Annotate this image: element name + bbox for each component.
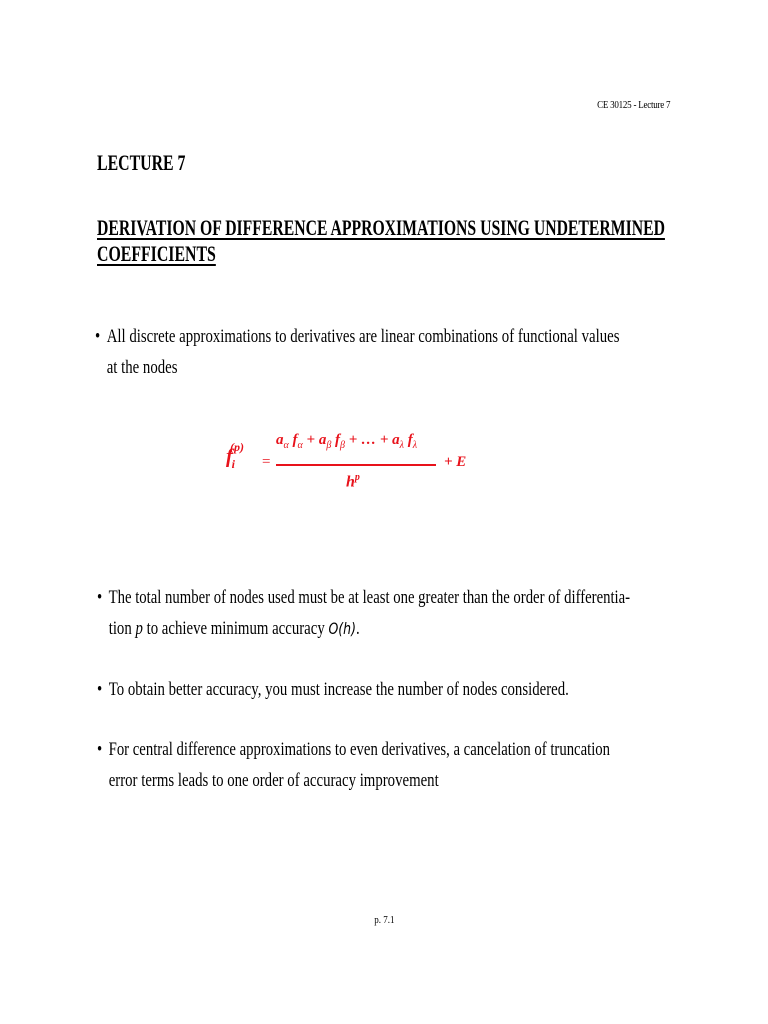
bullet-item-4: • For central difference approximations to even derivatives, a cancelation of truncation error terms leads to one order of accuracy improvement	[97, 734, 677, 796]
lecture-title	[97, 150, 220, 176]
bullet-dot: •	[97, 587, 103, 608]
bullet-item-1: • All discrete approximations to derivatives are linear combinations of functional values at the nodes	[95, 321, 675, 383]
bullet-dot: •	[97, 679, 103, 700]
running-header: CE 30125 - Lecture 7	[596, 99, 670, 111]
formula-lhs: $f_i^{(p)}$	[226, 440, 245, 471]
formula-numerator: $a_\alpha$ $f_\alpha + a_\beta$ $f_\beta$ + … + $a_\lambda$ $f_\lambda$	[276, 432, 418, 451]
formula-equals: =	[262, 454, 271, 470]
bullet-item-3: • To obtain better accuracy, you must increase the number of nodes considered.	[97, 674, 677, 705]
bullet-item-2: • The total number of nodes used must be at least one greater than the order of differentia- tion p to achieve minimum accuracy O(h).	[97, 582, 677, 644]
bullet-dot: •	[97, 739, 103, 760]
order-variable-p: p	[135, 618, 143, 639]
section-heading-line-1: DERIVATION OF DIFFERENCE APPROXIMATIONS USING UNDETERMINED	[97, 215, 665, 240]
formula-error-term: + E	[444, 454, 467, 470]
section-heading	[97, 215, 677, 267]
big-o-notation: O(h)	[328, 619, 356, 638]
page-number: p. 7.1	[373, 914, 395, 926]
bullet-dot: •	[95, 326, 101, 347]
section-heading-line-2: COEFFICIENTS	[97, 241, 216, 266]
formula-denominator: $h^p$	[346, 472, 360, 491]
difference-formula	[226, 432, 486, 504]
fraction-bar	[276, 464, 436, 466]
lecture-title-text: LECTURE 7	[97, 150, 186, 175]
